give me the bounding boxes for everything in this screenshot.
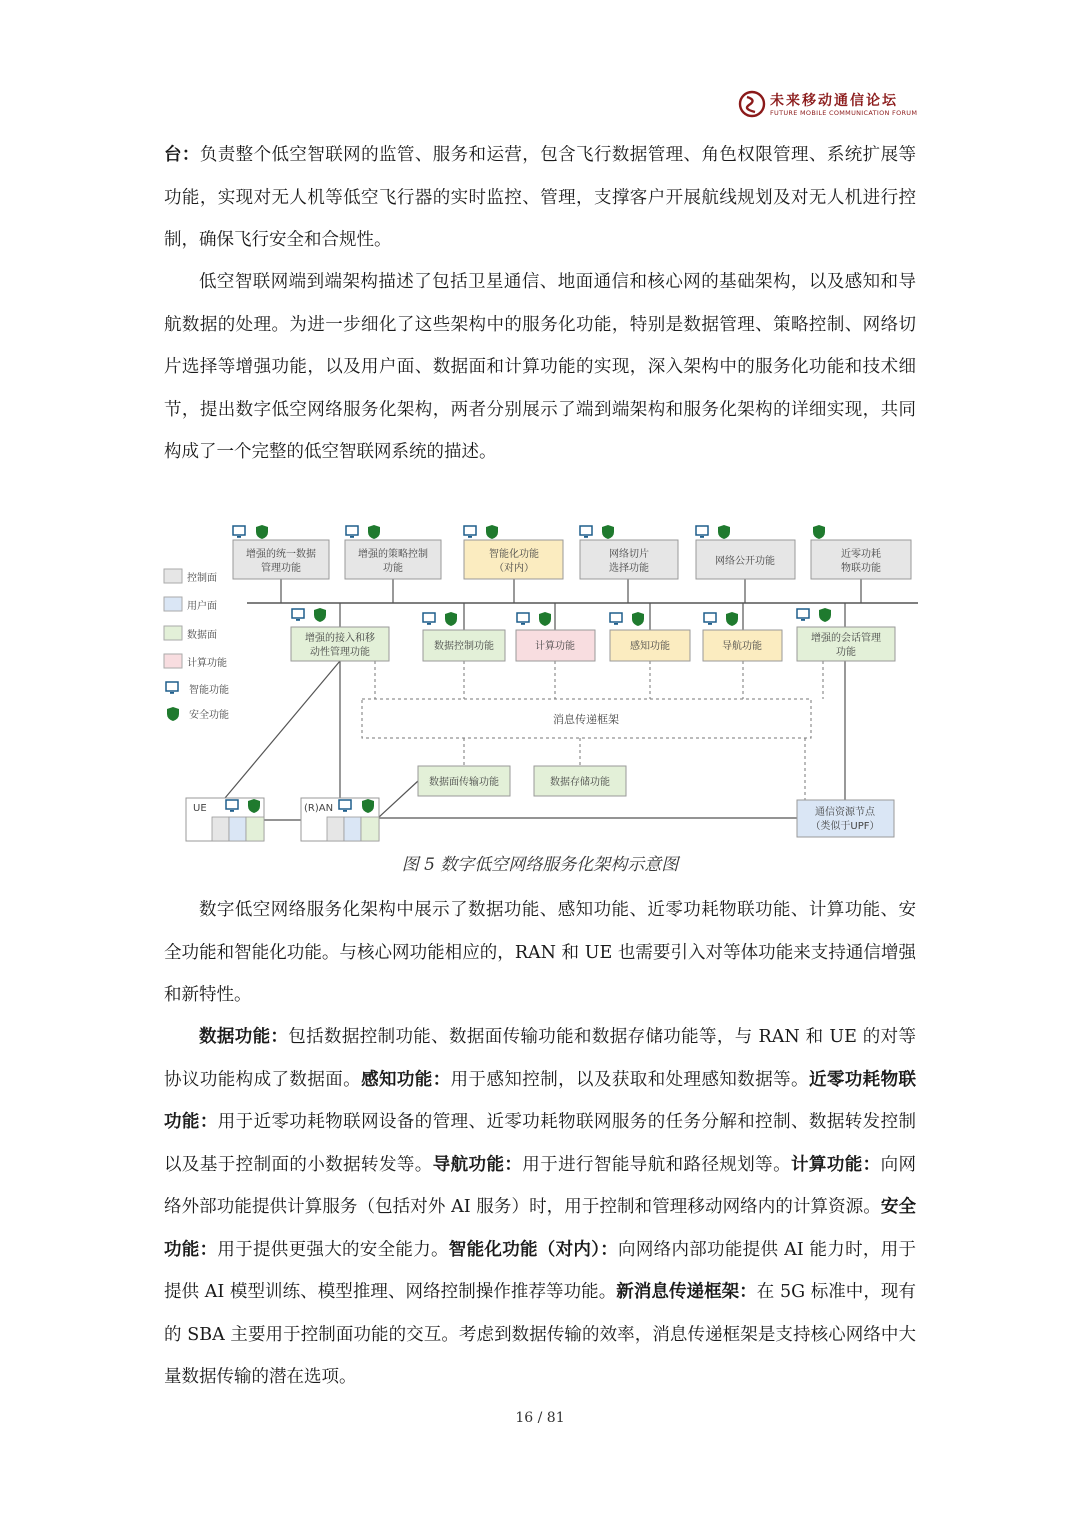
paragraph-service-arch: 数字低空网络服务化架构中展示了数据功能、感知功能、近零功耗物联功能、计算功能、安全功能和智能化功能。与核心网功能相应的，RAN 和 UE 也需要引入对等体功能来支持通信增强和新特性。	[164, 900, 916, 1005]
top-function-row	[233, 525, 911, 579]
bold-lead: 台：	[164, 145, 200, 165]
box-message-framework-label: 消息传递框架	[553, 713, 619, 726]
monitor-icon	[166, 682, 178, 694]
def-navigation: 用于进行智能导航和路径规划等。	[522, 1154, 792, 1175]
term-sensing-function: 感知功能：	[361, 1069, 451, 1090]
legend-label-security: 安全功能	[189, 710, 229, 721]
def-sensing-function: 用于感知控制，以及获取和处理感知数据等。	[450, 1069, 809, 1090]
paragraph-architecture: 低空智联网端到端架构描述了包括卫星通信、地面通信和核心网的基础架构，以及感知和导航数据的处理。为进一步细化了这些架构中的服务化功能，特别是数据管理、策略控制、网络切片选择等增强功能，以及用户面、数据面和计算功能的实现，深入架构中的服务化功能和技术细节，提出数字低空网络服务化架构，两者分别展示了端到端架构和服务化架构的详细实现，共同构成了一个完整的低空智联网系统的描述。	[164, 272, 916, 462]
ran-control-segment	[327, 817, 344, 841]
logo-chinese-name: 未来移动通信论坛	[770, 93, 898, 109]
middle-function-row	[291, 608, 895, 661]
paragraph-platform	[164, 134, 916, 262]
legend-swatch-user	[164, 597, 182, 611]
box-data-control-label: 数据控制功能	[434, 641, 494, 652]
box-unified-data-mgmt-line2: 管理功能	[261, 563, 301, 574]
monitor-icon	[610, 613, 622, 625]
legend-label-control: 控制面	[187, 573, 217, 584]
monitor-icon	[580, 526, 592, 538]
legend-swatch-data	[164, 626, 182, 640]
box-network-exposure-label: 网络公开功能	[715, 556, 775, 567]
monitor-icon	[517, 613, 529, 625]
ran-user-segment	[344, 817, 361, 841]
monitor-icon	[233, 526, 245, 538]
monitor-icon	[464, 526, 476, 538]
box-session-mgmt-line2: 功能	[836, 647, 856, 658]
shield-icon	[256, 525, 268, 539]
logo-english-name: FUTURE MOBILE COMMUNICATION FORUM	[770, 109, 918, 117]
shield-icon	[539, 612, 551, 626]
box-access-mobility-line2: 动性管理功能	[310, 647, 370, 658]
monitor-icon	[797, 609, 809, 621]
box-intelligence-internal-line1: 智能化功能	[489, 549, 539, 560]
paragraph-text: 负责整个低空智联网的监管、服务和运营，包含飞行数据管理、角色权限管理、系统扩展等功能，实现对无人机等低空飞行器的实时监控、管理，支撑客户开展航线规划及对无人机进行控制，确保飞行安全和合规性。	[164, 145, 917, 250]
shield-icon	[632, 612, 644, 626]
term-intelligence: 智能化功能（对内）：	[448, 1239, 619, 1260]
monitor-icon	[696, 526, 708, 538]
shield-icon	[368, 525, 380, 539]
ue-node	[186, 798, 264, 841]
box-zero-power-iot-line1: 近零功耗	[841, 549, 881, 560]
box-data-storage-label: 数据存储功能	[550, 777, 610, 788]
box-session-mgmt-line1: 增强的会话管理	[811, 633, 881, 644]
ue-label: UE	[193, 803, 207, 814]
legend-swatch-control	[164, 569, 182, 583]
box-unified-data-mgmt-line1: 增强的统一数据	[246, 549, 316, 560]
shield-icon	[167, 707, 179, 721]
ran-data-segment	[361, 817, 379, 841]
box-comm-resource-node-line2: （类似于UPF）	[810, 821, 880, 832]
def-security: 用于提供更强大的安全能力。	[217, 1239, 449, 1260]
forum-logo-icon	[738, 90, 766, 118]
legend-label-compute: 计算功能	[187, 658, 227, 669]
forum-logo	[738, 88, 918, 122]
legend-label-user: 用户面	[187, 601, 217, 612]
legend-label-intelligence: 智能功能	[189, 685, 229, 696]
ran-label: (R)AN	[304, 803, 334, 814]
shield-icon	[486, 525, 498, 539]
box-slice-selection-line2: 选择功能	[609, 563, 649, 574]
box-data-transport-label: 数据面传输功能	[429, 777, 499, 788]
ue-data-segment	[246, 817, 264, 841]
paragraph-function-definitions	[164, 1016, 916, 1399]
shield-icon	[445, 612, 457, 626]
box-slice-selection-line1: 网络切片	[609, 549, 649, 560]
shield-icon	[602, 525, 614, 539]
box-navigation-label: 导航功能	[722, 641, 762, 652]
monitor-icon	[292, 609, 304, 621]
box-compute-label: 计算功能	[535, 641, 575, 652]
page-number: 16 / 81	[515, 1410, 565, 1426]
def-message-framework: 在 5G 标准中，现有的 SBA 主要用于控制面功能的交互。考虑到数据传输的效率，消息传递框架是支持核心网络中大量数据传输的潜在选项。	[164, 1282, 916, 1387]
def-data-function: 包括数据控制功能、数据面传输功能和数据存储功能等，与 RAN 和 UE 的对等协议功能构成了数据面。	[164, 1027, 917, 1090]
shield-icon	[718, 525, 730, 539]
box-sensing-label: 感知功能	[630, 641, 670, 652]
monitor-icon	[423, 613, 435, 625]
def-compute: 向网络外部功能提供计算服务（包括对外 AI 服务）时，用于控制和管理移动网络内的计算资源。	[164, 1154, 917, 1217]
legend-label-data: 数据面	[187, 630, 217, 641]
ue-control-segment	[212, 817, 229, 841]
ue-user-segment	[229, 817, 246, 841]
legend	[164, 569, 229, 721]
box-comm-resource-node-line1: 通信资源节点	[815, 807, 875, 818]
term-compute: 计算功能：	[791, 1154, 881, 1175]
legend-swatch-compute	[164, 654, 182, 668]
box-zero-power-iot-line2: 物联功能	[841, 563, 881, 574]
figure-caption: 图 5 数字低空网络服务化架构示意图	[401, 855, 679, 875]
term-data-function: 数据功能：	[199, 1027, 289, 1047]
term-zero-power-iot: 近零功耗物联功能：	[164, 1069, 917, 1132]
shield-icon	[314, 608, 326, 622]
term-security: 安全功能：	[164, 1197, 916, 1260]
shield-icon	[726, 612, 738, 626]
box-access-mobility-line1: 增强的接入和移	[305, 633, 375, 644]
monitor-icon	[704, 613, 716, 625]
box-policy-control-line2: 功能	[383, 563, 403, 574]
term-message-framework: 新消息传递框架：	[616, 1282, 757, 1302]
box-intelligence-internal-line2: （对内）	[494, 563, 534, 574]
monitor-icon	[346, 526, 358, 538]
term-navigation: 导航功能：	[432, 1154, 523, 1175]
def-zero-power-iot: 用于近零功耗物联网设备的管理、近零功耗物联网服务的任务分解和控制、数据转发控制以及基于控制面的小数据转发等。	[164, 1112, 917, 1175]
shield-icon	[813, 525, 825, 539]
ran-node	[301, 798, 379, 841]
architecture-diagram	[0, 500, 1080, 850]
box-policy-control-line1: 增强的策略控制	[358, 549, 428, 560]
shield-icon	[819, 608, 831, 622]
def-intelligence: 向网络内部功能提供 AI 能力时，用于提供 AI 模型训练、模型推理、网络控制操作推荐等功能。	[164, 1239, 917, 1302]
